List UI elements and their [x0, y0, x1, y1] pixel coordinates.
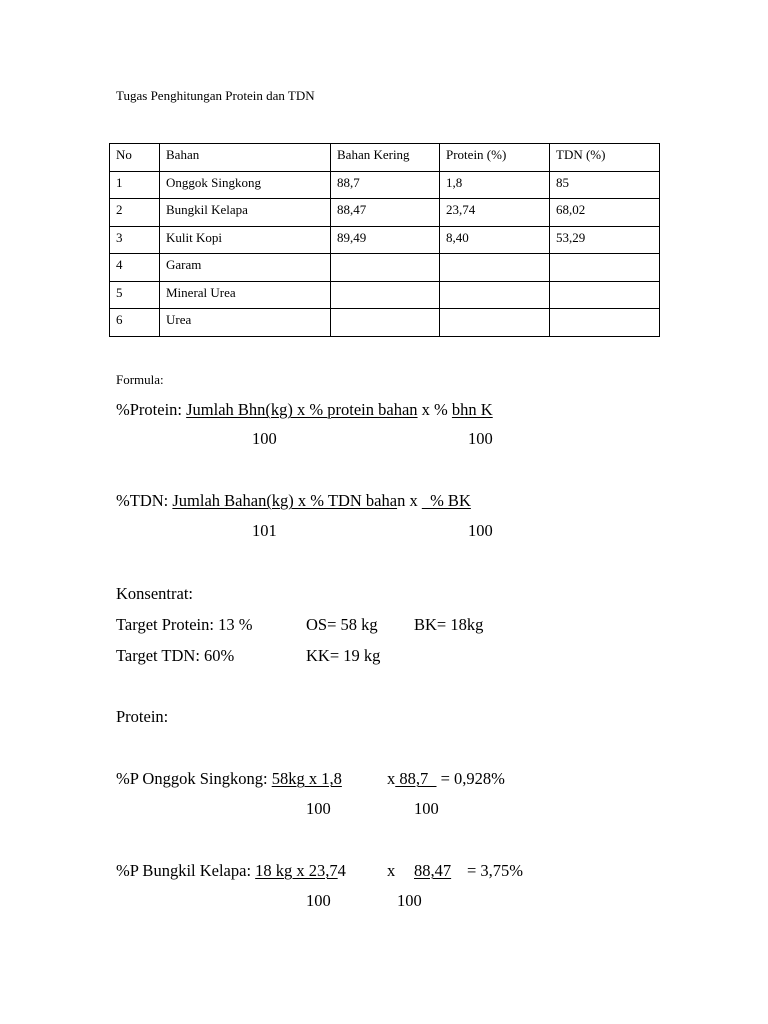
table-header-row — [110, 144, 660, 172]
cell-bahan-kering: 88,7 — [331, 171, 440, 199]
header-bahan-kering: Bahan Kering — [331, 144, 440, 172]
table-row — [110, 309, 660, 337]
protein-formula-mid: x % — [417, 400, 452, 419]
tdn-formula-denominator: 101 — [252, 521, 277, 540]
cell-protein — [440, 309, 550, 337]
onggok-denominator: 100 — [306, 799, 331, 818]
protein-formula-numerator: Jumlah Bhn(kg) x % protein bahan — [186, 400, 418, 419]
onggok-second-factor — [387, 771, 505, 788]
tdn-formula-numerator-2: % BK — [421, 491, 471, 510]
cell-tdn: 53,29 — [550, 226, 660, 254]
cell-bahan: Mineral Urea — [160, 281, 331, 309]
protein-formula-denominator: 100 — [252, 429, 277, 448]
tdn-formula-line — [116, 493, 471, 510]
bungkil-bk-value: 88,47 — [414, 861, 452, 880]
tdn-formula-mid: n x — [397, 491, 422, 510]
cell-no: 4 — [110, 254, 160, 282]
bungkil-prefix: %P Bungkil Kelapa: — [116, 861, 256, 880]
cell-tdn — [550, 281, 660, 309]
kk-value: KK= 19 kg — [306, 646, 381, 665]
cell-tdn — [550, 309, 660, 337]
bungkil-denominator-2: 100 — [397, 891, 422, 910]
bungkil-denominator: 100 — [306, 891, 331, 910]
cell-tdn: 68,02 — [550, 199, 660, 227]
cell-bahan: Onggok Singkong — [160, 171, 331, 199]
cell-bahan-kering — [331, 254, 440, 282]
onggok-calculation-line — [116, 771, 342, 788]
bungkil-calculation-line — [116, 863, 346, 880]
cell-bahan-kering: 88,47 — [331, 199, 440, 227]
onggok-multiply: x — [387, 769, 396, 788]
onggok-result: = 0,928% — [436, 769, 505, 788]
header-protein: Protein (%) — [440, 144, 550, 172]
bk-value: BK= 18kg — [414, 615, 484, 634]
tdn-formula-prefix: %TDN: — [116, 491, 173, 510]
onggok-numerator: 58kg x 1,8 — [271, 769, 342, 788]
tdn-formula-denominator-2: 100 — [468, 521, 493, 540]
cell-protein — [440, 254, 550, 282]
header-no: No — [110, 144, 160, 172]
cell-protein: 8,40 — [440, 226, 550, 254]
onggok-numerator-2: 88,7 — [395, 769, 437, 788]
cell-bahan: Bungkil Kelapa — [160, 199, 331, 227]
onggok-denominator-2: 100 — [414, 799, 439, 818]
onggok-prefix: %P Onggok Singkong: — [116, 769, 272, 788]
cell-protein: 23,74 — [440, 199, 550, 227]
cell-bahan: Garam — [160, 254, 331, 282]
os-value: OS= 58 kg — [306, 615, 378, 634]
cell-bahan: Urea — [160, 309, 331, 337]
cell-no: 5 — [110, 281, 160, 309]
cell-bahan-kering — [331, 281, 440, 309]
table-row — [110, 254, 660, 282]
cell-bahan-kering — [331, 309, 440, 337]
cell-no: 3 — [110, 226, 160, 254]
protein-formula-prefix: %Protein: — [116, 400, 187, 419]
formula-label: Formula: — [116, 372, 164, 387]
document-title: Tugas Penghitungan Protein dan TDN — [116, 88, 315, 103]
cell-bahan-kering: 89,49 — [331, 226, 440, 254]
cell-no: 6 — [110, 309, 160, 337]
cell-no: 1 — [110, 171, 160, 199]
konsentrat-label: Konsentrat: — [116, 584, 193, 603]
bungkil-multiply: x — [387, 861, 396, 880]
tdn-formula-numerator: Jumlah Bahan(kg) x % TDN baha — [172, 491, 398, 510]
table-row — [110, 281, 660, 309]
protein-formula-line — [116, 402, 493, 419]
bungkil-result: = 3,75% — [467, 861, 524, 880]
table-row — [110, 171, 660, 199]
cell-bahan: Kulit Kopi — [160, 226, 331, 254]
cell-tdn: 85 — [550, 171, 660, 199]
header-tdn: TDN (%) — [550, 144, 660, 172]
table-row — [110, 226, 660, 254]
bungkil-numerator-tail: 4 — [337, 861, 346, 880]
target-protein: Target Protein: 13 % — [116, 615, 253, 634]
cell-tdn — [550, 254, 660, 282]
ingredient-table — [109, 143, 660, 337]
bungkil-numerator-2 — [414, 863, 451, 880]
cell-protein: 1,8 — [440, 171, 550, 199]
table-row — [110, 199, 660, 227]
target-tdn: Target TDN: 60% — [116, 646, 235, 665]
cell-no: 2 — [110, 199, 160, 227]
header-bahan: Bahan — [160, 144, 331, 172]
protein-formula-denominator-2: 100 — [468, 429, 493, 448]
protein-formula-numerator-2: bhn K — [451, 400, 493, 419]
protein-section-label: Protein: — [116, 707, 169, 726]
bungkil-numerator: 18 kg x 23,7 — [255, 861, 338, 880]
cell-protein — [440, 281, 550, 309]
